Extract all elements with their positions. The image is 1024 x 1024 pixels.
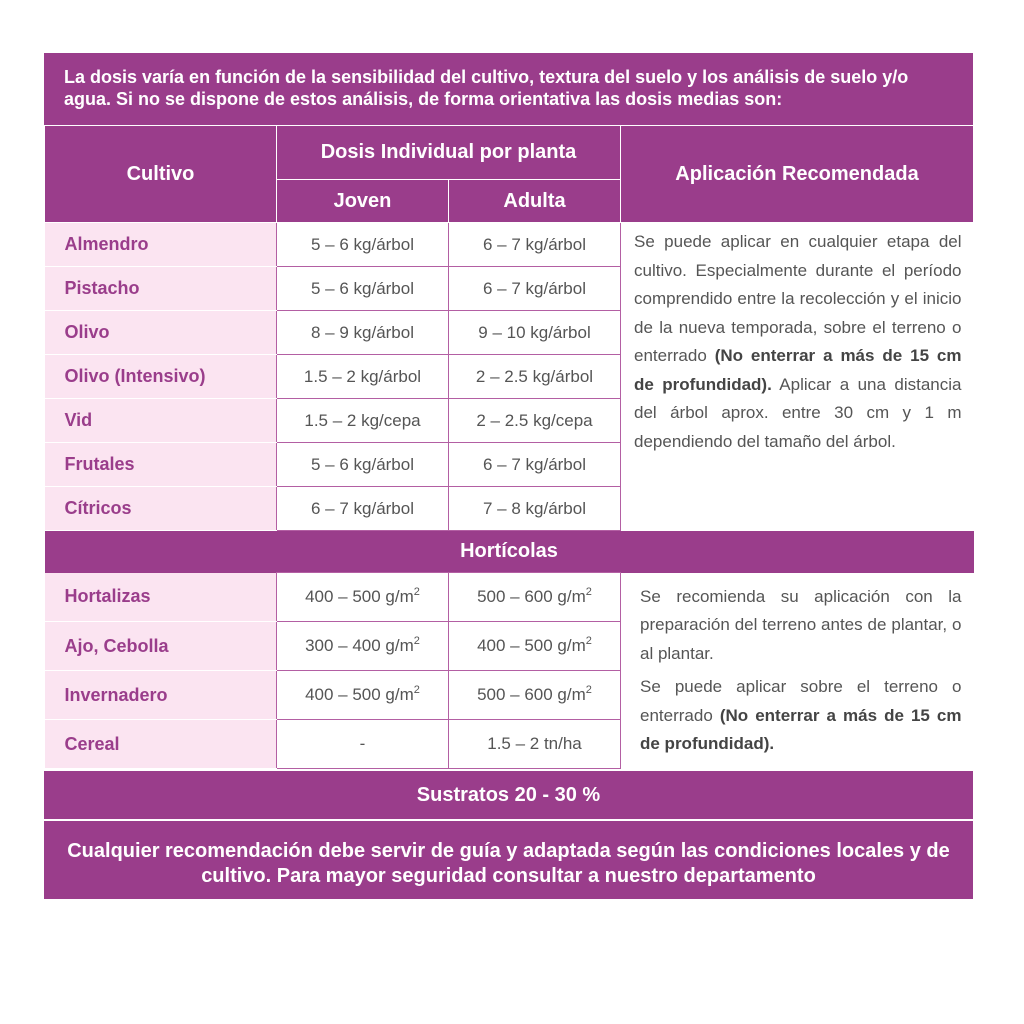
dose-joven: 400 – 500 $g/m^2$ (277, 671, 449, 720)
dose-joven: - (277, 720, 449, 769)
dosage-table (44, 125, 974, 769)
header-aplicacion: Aplicación Recomendada (621, 126, 974, 223)
crop-name: Ajo, Cebolla (45, 622, 277, 671)
section-title-horticolas: Hortícolas (45, 531, 974, 573)
dose-joven: 1.5 – 2 kg/cepa (277, 399, 449, 443)
crop-name: Invernadero (45, 671, 277, 720)
dose-joven: 400 – 500 $g/m^2$ (277, 573, 449, 622)
table-row (45, 573, 974, 622)
dose-adulta: 7 – 8 kg/árbol (449, 487, 621, 531)
crop-name: Cítricos (45, 487, 277, 531)
dose-adulta: 500 – 600 $g/m^2$ (449, 671, 621, 720)
aplicacion-lenosos (621, 223, 974, 531)
header-dosis: Dosis Individual por planta (277, 126, 621, 180)
dose-joven: 6 – 7 kg/árbol (277, 487, 449, 531)
aplicacion-text-2: Aplicar a una distancia del árbol aprox. entre 30 cm y 1 m dependiendo del tamaño del árbol. (634, 374, 962, 451)
crop-name: Cereal (45, 720, 277, 769)
crop-name: Olivo (45, 311, 277, 355)
dose-adulta: 2 – 2.5 kg/cepa (449, 399, 621, 443)
aplicacion-text: Se puede aplicar en cualquier etapa del cultivo. Especialmente durante el período comprendido entre la recolección y el inicio de la nueva temporada, sobre el terreno o enterrado (634, 232, 962, 365)
dose-joven: 1.5 – 2 kg/árbol (277, 355, 449, 399)
dose-adulta: 6 – 7 kg/árbol (449, 223, 621, 267)
aplicacion-warning: (No enterrar a más de 15 cm de profundidad). (634, 346, 962, 394)
dose-adulta: 500 – 600 $g/m^2$ (449, 573, 621, 622)
dose-adulta: 400 – 500 $g/m^2$ (449, 622, 621, 671)
crop-name: Hortalizas (45, 573, 277, 622)
header-joven: Joven (277, 180, 449, 223)
section-header-row (45, 531, 974, 573)
crop-name: Almendro (45, 223, 277, 267)
dose-adulta: 9 – 10 kg/árbol (449, 311, 621, 355)
header-cultivo: Cultivo (45, 126, 277, 223)
sustratos-row: Sustratos 20 - 30 % (44, 769, 973, 819)
header-adulta: Adulta (449, 180, 621, 223)
crop-name: Olivo (Intensivo) (45, 355, 277, 399)
crop-name: Frutales (45, 443, 277, 487)
dose-joven: 300 – 400 $g/m^2$ (277, 622, 449, 671)
aplicacion-text-2: Se puede aplicar sobre el terreno o enterrado (No enterrar a más de 15 cm de profundidad). (640, 677, 962, 753)
dose-joven: 5 – 6 kg/árbol (277, 267, 449, 311)
crop-name: Vid (45, 399, 277, 443)
aplicacion-horticolas (621, 573, 974, 769)
dose-joven: 5 – 6 kg/árbol (277, 223, 449, 267)
dose-adulta: 6 – 7 kg/árbol (449, 443, 621, 487)
crop-name: Pistacho (45, 267, 277, 311)
dose-adulta: 6 – 7 kg/árbol (449, 267, 621, 311)
dosage-document (44, 53, 973, 899)
dose-joven: 5 – 6 kg/árbol (277, 443, 449, 487)
dose-adulta: 2 – 2.5 kg/árbol (449, 355, 621, 399)
table-row (45, 223, 974, 267)
footer-note: Cualquier recomendación debe servir de guía y adaptada según las condiciones locales y de cultivo. Para mayor seguridad consultar a nuestro departamento (44, 819, 973, 899)
aplicacion-text: Se recomienda su aplicación con la preparación del terreno antes de plantar, o al plantar. (640, 586, 962, 663)
dose-adulta: 1.5 – 2 tn/ha (449, 720, 621, 769)
dose-joven: 8 – 9 kg/árbol (277, 311, 449, 355)
intro-text: La dosis varía en función de la sensibilidad del cultivo, textura del suelo y los análisis de suelo y/o agua. Si no se dispone de estos análisis, de forma orientativa las dosis medias son: (44, 53, 973, 125)
aplicacion-warning: (No enterrar a más de 15 cm de profundidad). (640, 705, 962, 753)
